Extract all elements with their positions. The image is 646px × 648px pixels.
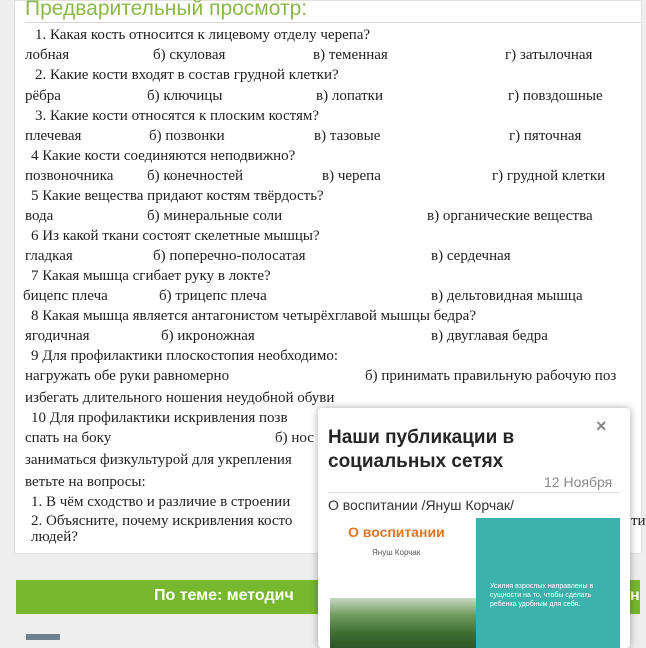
task-2-tail: ти: [631, 513, 646, 529]
answer-10b: б) нос: [275, 430, 314, 446]
banner-right-fragment: н: [630, 587, 640, 604]
answer-10a: спать на боку: [25, 430, 112, 446]
popup-date: 12 Ноября: [544, 474, 613, 490]
answer-7b: б) трицепс плеча: [159, 288, 267, 304]
title-divider: [25, 22, 641, 23]
close-icon[interactable]: ×: [596, 416, 607, 436]
question-2: 2. Какие кости входят в состав грудной клетки?: [35, 67, 339, 83]
answer-1d: г) затылочная: [505, 47, 593, 63]
question-3: 3. Какие кости относятся к плоским костям?: [35, 108, 320, 124]
question-6: 6 Из какой ткани состоят скелетные мышцы?: [31, 228, 320, 244]
answer-9a: нагружать обе руки равномерно: [25, 368, 230, 384]
answer-4b: б) конечностей: [147, 168, 244, 184]
question-5: 5 Какие вещества придают костям твёрдость?: [31, 188, 324, 204]
answer-5a: вода: [25, 208, 54, 224]
answer-6a: гладкая: [25, 248, 73, 264]
answer-4d: г) грудной клетки: [492, 168, 606, 184]
answer-2b: б) ключицы: [147, 88, 223, 104]
answer-5b: б) минеральные соли: [147, 208, 283, 224]
answer-7c: в) дельтовидная мышца: [431, 288, 583, 304]
banner-text: По теме: методич: [154, 587, 294, 604]
answer-10c: заниматься физкультурой для укрепления: [25, 452, 292, 468]
answer-1b: б) скуловая: [153, 47, 226, 63]
thumbnail-title: О воспитании: [348, 524, 445, 540]
question-4: 4 Какие кости соединяются неподвижно?: [31, 148, 296, 164]
thumbnail-cover-left: [328, 518, 476, 648]
task-1: 1. В чём сходство и различие в строении: [31, 494, 291, 510]
answer-8b: б) икроножная: [161, 328, 255, 344]
answer-2d: г) повздошные: [508, 88, 603, 104]
answer-8a: ягодичная: [25, 328, 90, 344]
answer-6c: в) сердечная: [431, 248, 511, 264]
bottom-thumbnail[interactable]: [26, 634, 60, 640]
answer-3d: г) пяточная: [509, 128, 582, 144]
answer-2a: рёбра: [25, 88, 61, 104]
popup-article-title[interactable]: О воспитании /Януш Корчак/: [328, 497, 514, 513]
question-7: 7 Какая мышца сгибает руку в локте?: [31, 268, 271, 284]
answer-4a: позвоночника: [25, 168, 114, 184]
answer-6b: б) поперечно-полосатая: [153, 248, 306, 264]
answer-1c: в) теменная: [313, 47, 388, 63]
thumbnail-quote: Усилия взрослых направлены в сущности на то, чтобы сделать ребенка удобным для себя.: [490, 583, 594, 608]
task-heading: ветьте на вопросы:: [25, 474, 146, 490]
task-2: 2. Объясните, почему искривления косто: [31, 513, 293, 529]
article-thumbnail[interactable]: [328, 518, 620, 648]
answer-2c: в) лопатки: [316, 88, 383, 104]
task-2-end: людей?: [31, 529, 78, 545]
answer-1a: лобная: [25, 47, 70, 63]
preview-title: Предварительный просмотр:: [25, 0, 308, 20]
answer-9b: б) принимать правильную рабочую поз: [365, 368, 617, 384]
answer-7a: бицепс плеча: [23, 288, 108, 304]
popup-divider: [328, 492, 620, 493]
question-8: 8 Какая мышца является антагонистом четырёхглавой мышцы бедра?: [31, 308, 476, 324]
question-1: 1. Какая кость относится к лицевому отделу черепа?: [35, 27, 371, 43]
answer-3b: б) позвонки: [149, 128, 225, 144]
answer-5c: в) органические вещества: [427, 208, 593, 224]
answer-3a: плечевая: [25, 128, 82, 144]
question-9: 9 Для профилактики плоскостопия необходимо:: [31, 348, 338, 364]
question-10: 10 Для профилактики искривления позв: [31, 410, 288, 426]
answer-4c: в) черепа: [322, 168, 381, 184]
thumbnail-author: Януш Корчак: [372, 548, 421, 557]
popup-title: Наши публикации в социальных сетях: [328, 427, 515, 472]
answer-3c: в) тазовые: [314, 128, 381, 144]
social-publications-popup: [318, 408, 630, 648]
forest-image: [330, 598, 480, 648]
answer-8c: в) двуглавая бедра: [431, 328, 548, 344]
answer-9c: избегать длительного ношения неудобной обуви: [25, 390, 335, 406]
thumbnail-quote-panel: [476, 518, 620, 648]
